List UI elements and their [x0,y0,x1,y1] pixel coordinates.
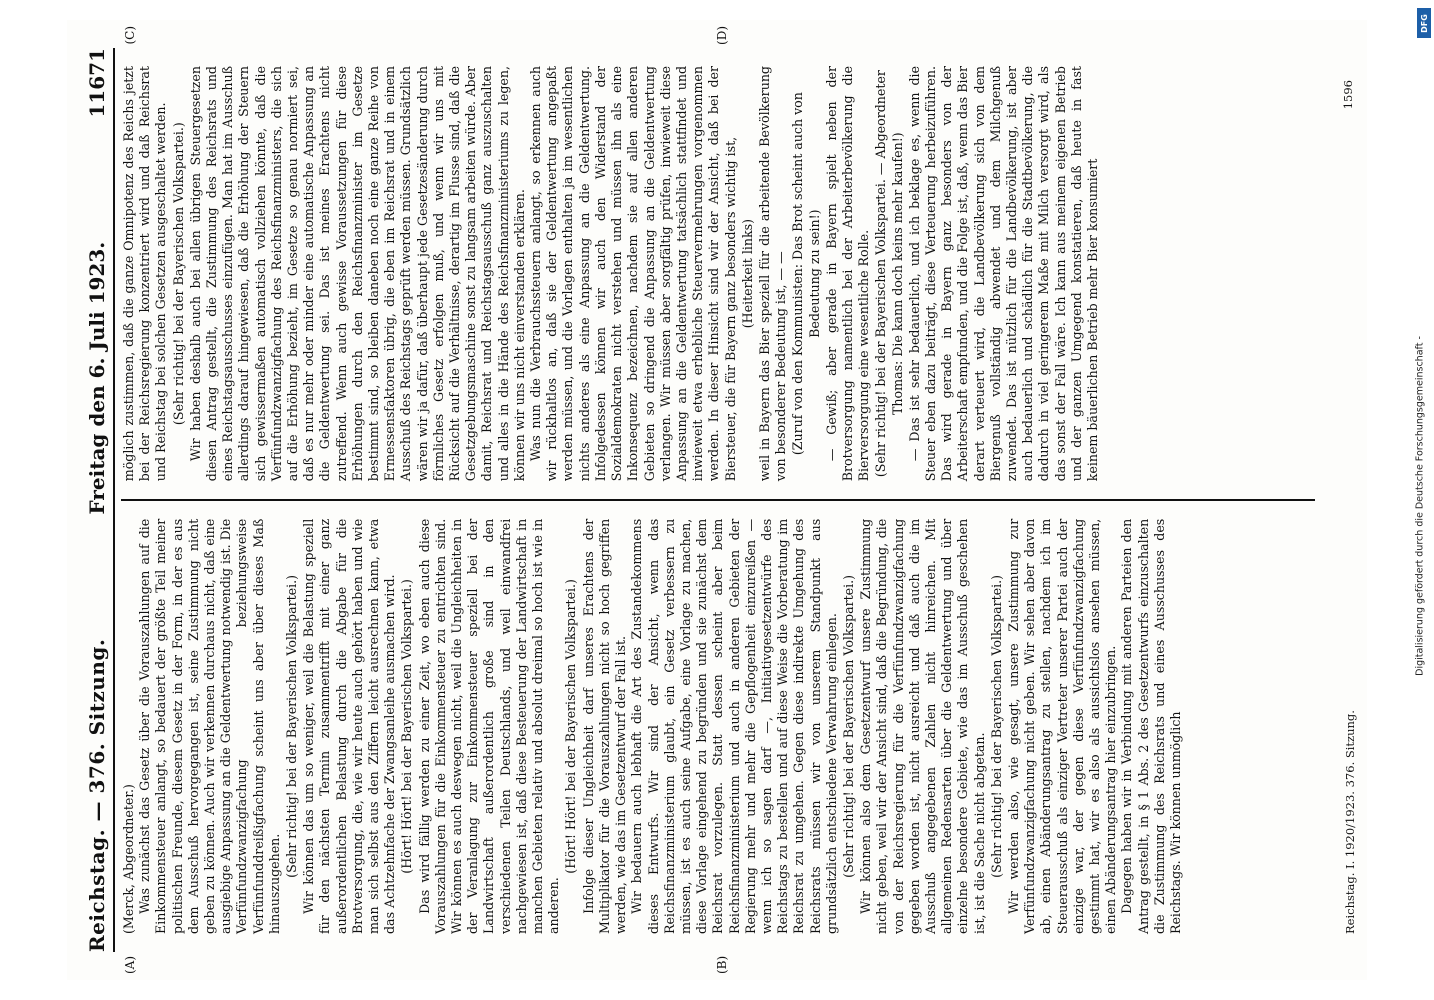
document-page [67,20,1367,980]
interjection: (Sehr richtig! bei der Bayerischen Volkspartei.) [284,574,300,878]
margin-marker-d: (D) [715,26,729,45]
header-center: Freitag den 6. Juli 1923. [85,241,109,515]
paragraph: Das wird fällig werden zu einer Zeit, wo eben auch diese Vorauszahlungen für die Einkommensteuer zu entrichten sind. Wir können es auch deswegen nicht, weil die Ungleichheiten in der Veranlagung zur Einkommensteuer speziell bei der Landwirtschaft außerordentlich große sind in den verschiedenen Teilen Deutschlands, und weil einwandfrei nachgewiesen ist, daß diese Besteuerung der Landwirtschaft in manchen Gebieten relativ und absolut dreimal so hoch ist wie in anderen. [416,518,562,934]
paragraph: Wir bedauern auch lebhaft die Art des Zustandekommens dieses Entwurfs. Wir sind der Ansicht, wenn das Reichsfinanzministerium glaubt, ein Gesetz verbessern zu müssen, ist es auch seine Aufgabe, eine Vorlage zu machen, diese Vorlage eingehend zu begründen und sie zunächst dem Reichsrat vorzulegen. Statt dessen scheint aber beim Reichsfinanzministerium und auch in anderen Gebieten der Regierung mehr und mehr die Gepflogenheit einzureißen — wenn ich so sagen darf —, Initiativgesetzentwürfe des Reichstags zu bestellen und auf diese Weise die Vorberatung im Reichsrat zu umgehen. Gegen diese indirekte Umgehung des Reichsrats müssen wir von unserem Standpunkt aus grundsätzlich entschiedene Verwahrung einlegen. [629,518,839,934]
interjection: (Heiterkeit links) [739,219,755,329]
paragraph: Was zunächst das Gesetz über die Vorauszahlungen auf die Einkommensteuer anlangt, so bedauert der größte Teil meiner politischen Freunde, diesem Gesetz in der Form, in der es aus dem Ausschuß hervorgegangen ist, seine Zustimmung nicht geben zu können. Auch wir verkennen durchaus nicht, daß eine ausgiebige Anpassung an die Geldentwertung notwendig ist. Die Verfünfundzwanzigfachung beziehungsweise Verfünfunddreißigfachung scheint uns aber über dieses Maß hinauszugehen. [137,518,282,934]
header-left: Reichstag. — 376. Sitzung. [85,638,109,952]
footer-signature: Reichstag. I. 1920/1923. 376. Sitzung. [1343,710,1357,934]
margin-marker-b: (B) [715,955,729,974]
margin-marker-c: (C) [123,26,137,45]
page-header [85,48,115,952]
column-divider [121,499,1315,501]
paragraph: — Das ist sehr bedauerlich, und ich beklage es, wenn die Steuer eben dazu beiträgt, diese Verteuerung herbeizuführen. Das wird gerade in Bayern ganz besonders von der Arbeiterschaft empfunden, und die Folge ist, daß, wenn das Bier derart verteuert wird, die Landbevölkerung sich von dem Biergenuß vollständig abwendet und dem Milchgenuß zuwendet. Das ist nützlich für die Landbevölkerung, ist aber auch bedauerlich und schädlich für die Stadtbevölkerung, die dadurch in viel geringerem Maße mit Milch versorgt wird, als das sonst der Fall wäre. Ich kann aus meinem eigenen Betrieb und der ganzen Umgegend konstatieren, daß heute in fast keinem bäuerlichen Betrieb mehr Bier konsumiert [906,66,1100,482]
left-column [115,501,1315,952]
paragraph: Infolge dieser Ungleichheit darf unseres Erachtens der Multiplikator für die Vorauszahlungen nicht so hoch gegriffen werden, wie das im Gesetzentwurf der Fall ist. [580,518,629,934]
interjection: (Sehr richtig! bei der Bayerischen Volkspartei.) [840,574,856,878]
dfg-logo-icon: DFG [1417,8,1431,38]
paragraph: Dagegen haben wir in Verbindung mit anderen Parteien den Antrag gestellt, in § 1 Abs. 2 des Gesetzentwurfs einzuschalten die Zustimmung des Reichsrats und eines Ausschusses des Reichstags. Wir können unmöglich [1119,518,1183,934]
paragraph: Wir haben deshalb auch bei allen übrigen Steuergesetzen diesen Antrag gestellt, die Zustimmung des Reichsrats und eines Reichstagsausschusses einzufügen. Man hat im Ausschuß allerdings darauf hingewiesen, daß die Erhöhung der Steuern sich gewissermaßen automatisch vollziehen könnte, daß die Verfünfundzwanzigfachung des Reichsfinanzministers, die sich auf die Erhöhung bezieht, im Gesetze so genau normiert sei, daß es nur mehr oder minder eine automatische Anpassung an die Geldentwertung sei. Das ist meines Erachtens nicht zutreffend. Wenn auch gewisse Voraussetzungen für diese Erhöhungen durch den Reichsfinanzminister im Gesetze bestimmt sind, so bleiben daneben noch eine ganze Reihe von Ermessensfaktoren übrig, die eben im Reichsrat und in einem Ausschuß des Reichstags geprüft werden müssen. Grundsätzlich wären wir ja dafür, daß überhaupt jede Gesetzesänderung durch förmliches Gesetz erfolgen muß, und wenn wir uns mit Rücksicht auf die Verhältnisse, derartig im Flusse sind, daß die Gesetzgebungsmaschine sonst zu langsam arbeiten würde. Aber damit, Reichsrat und Reichstagsausschuß ganz auszuschalten und alles in die Hände des Reichsfinanzministeriums zu legen, können wir uns nicht einverstanden erklären. [187,66,527,482]
paragraph: Wir können das um so weniger, weil die Belastung speziell für den nächsten Termin zusammentrifft mit einer ganz außerordentlichen Belastung durch die Abgabe für die Brotversorgung, die, wie wir heute auch gehört haben und wie man sich selbst aus den Ziffern leicht ausrechnen kann, etwa das Achtzehnfache der Zwangsanleihe ausmachen wird. [301,518,398,934]
paragraph: möglich zustimmen, daß die ganze Omnipotenz des Reichs jetzt bei der Reichsregierung konzentriert wird und daß Reichsrat und Reichstag bei solchen Gesetzen ausgeschaltet werden. [121,66,169,482]
margin-marker-a: (A) [123,955,137,974]
speaker-line: (Merck, Abgeordneter.) [121,784,136,934]
paragraph: Wir können also dem Gesetzentwurf unsere Zustimmung nicht geben, weil wir der Ansicht sind, daß die Begründung, die von der Reichsregierung für die Verfünfundzwanzigfachung gegeben worden ist, nicht ausreicht und daß auch die im Ausschuß angegebenen Zahlen nicht hinreichen. Mit allgemeinen Redensarten über die Geldentwertung und über einzelne besondere Gebiete, wie das im Ausschuß geschehen ist, ist die Sache nicht abgetan. [858,518,987,934]
footer-number: 1596 [1341,80,1355,110]
interjection: (Sehr richtig! bei der Bayerischen Volkspartei. — Abgeordneter Thomas: Die kann doch keins mehr kaufen!) [873,70,905,478]
interjection: (Zuruf von den Kommunisten: Das Brot scheint auch von Bedeutung zu sein!) [790,92,822,456]
paragraph: Wir werden also, wie gesagt, unsere Zustimmung zur Verfünfundzwanzigfachung nicht geben. Wir sehen aber davon ab, einen Abänderungsantrag zu stellen, nachdem ich im Steuerausschuß als einziger Vertreter unserer Partei auch der einzige war, der gegen diese Verfünfundzwanzigfachung gestimmt hat, wir es also als aussichtslos ansehen müssen, einen Abänderungsantrag hier einzubringen. [1005,518,1119,934]
paragraph: Was nun die Verbrauchssteuern anlangt, so erkennen auch wir rückhaltlos an, daß sie der Geldentwertung angepaßt werden müssen, und die Vorlagen enthalten ja im wesentlichen nichts anderes als eine Anpassung an die Geldentwertung. Infolgedessen können wir auch den Widerstand der Sozialdemokraten nicht verstehen und müssen ihn als eine Inkonsequenz bezeichnen, nachdem sie auf allen anderen Gebieten so dringend die Anpassung an die Geldentwertung verlangen. Wir müssen aber sorgfältig prüfen, inwieweit diese Anpassung an die Geldentwertung tatsächlich stattfindet und inwieweit etwa erhebliche Steuervermehrungen vorgenommen werden. In dieser Hinsicht sind wir der Ansicht, daß bei der Biersteuer, die für Bayern ganz besonders wichtig ist, [528,66,738,482]
interjection: (Hört! Hört! bei der Bayerischen Volkspartei.) [563,579,579,874]
right-column [115,48,1315,499]
credit-text: Digitalisierung gefördert durch die Deutsche Forschungsgemeinschaft - [1414,336,1426,676]
paragraph: — Gewiß; aber gerade in Bayern spielt neben der Brotversorgung namentlich bei der Arbeiterbevölkerung die Bierversorgung eine wesentliche Rolle. [823,66,872,482]
text-columns [115,26,1315,974]
digitization-credit [1408,6,1432,996]
paragraph: weil in Bayern das Bier speziell für die arbeitende Bevölkerung von besonderer Bedeutung ist, — — [756,66,789,482]
interjection: (Sehr richtig! bei der Bayerischen Volkspartei.) [170,122,186,426]
page-number: 11671 [85,48,109,118]
interjection: (Hört! Hört! bei der Bayerischen Volkspartei.) [399,579,415,874]
interjection: (Sehr richtig! bei der Bayerischen Volkspartei.) [988,574,1004,878]
